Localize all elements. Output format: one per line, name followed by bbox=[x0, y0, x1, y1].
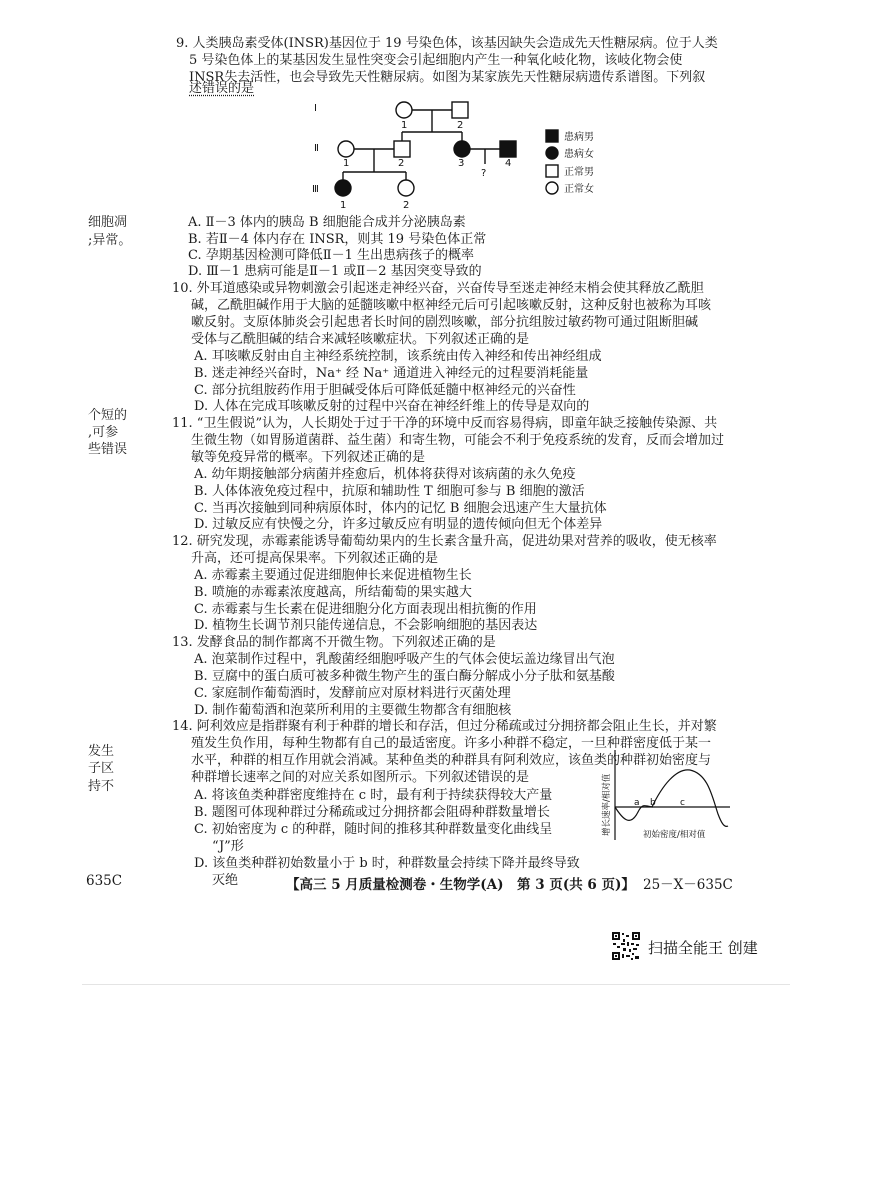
q14-line: 14. 阿利效应是指群聚有利于种群的增长和存活，但过分稀疏或过分拥挤都会阻止生长，并对繁 bbox=[172, 719, 717, 734]
point-label: b bbox=[650, 798, 656, 808]
q10-line: 嗽反射。支原体肺炎会引起患者长时间的剧烈咳嗽，部分抗组胺过敏药物可通过阻断胆碱 bbox=[191, 315, 699, 330]
q10-line: 10. 外耳道感染或异物刺激会引起迷走神经兴奋，兴奋传导至迷走神经末梢会使其释放乙酰胆 bbox=[172, 281, 704, 296]
pedigree-III2 bbox=[398, 180, 414, 196]
margin-fragment: ,可参 bbox=[88, 425, 119, 440]
footer-title: 【高三 5 月质量检测卷・生物学(A) 第 3 页(共 6 页)】 bbox=[286, 877, 635, 893]
legend-label: 正常女 bbox=[564, 184, 594, 195]
q14-line: 殖发生负作用，每种生物都有自己的最适密度。许多小种群不稳定，一旦种群密度低于某一 bbox=[191, 736, 712, 751]
page-divider bbox=[82, 984, 790, 985]
pedigree-id: 2 bbox=[457, 120, 464, 131]
q14-line: 种群增长速率之间的对应关系如图所示。下列叙述错误的是 bbox=[191, 770, 530, 785]
q14-option-a: A. 将该鱼类种群密度维持在 c 时，最有利于持续获得较大产量 bbox=[194, 788, 553, 803]
q11-option-c: C. 当再次接触到同种病原体时，体内的记忆 B 细胞会迅速产生大量抗体 bbox=[194, 501, 607, 516]
q14-option-d: D. 该鱼类种群初始数量小于 b 时，种群数量会持续下降并最终导致 bbox=[194, 856, 580, 871]
pedigree-id: 2 bbox=[398, 158, 405, 169]
pedigree-id: 1 bbox=[340, 200, 347, 211]
q12-option-a: A. 赤霉素主要通过促进细胞伸长来促进植物生长 bbox=[194, 568, 472, 583]
pedigree-id: 4 bbox=[505, 158, 512, 169]
q13-option-c: C. 家庭制作葡萄酒时，发酵前应对原材料进行灭菌处理 bbox=[194, 686, 511, 701]
point-label: c bbox=[680, 798, 685, 808]
q13-option-b: B. 豆腐中的蛋白质可被多种微生物产生的蛋白酶分解成小分子肽和氨基酸 bbox=[194, 669, 615, 684]
gen-label: Ⅱ bbox=[314, 143, 319, 154]
q14-line: 水平，种群的相互作用就会消减。某种鱼类的种群具有阿利效应，该鱼类的种群初始密度与 bbox=[191, 753, 712, 768]
q9-option-d: D. Ⅲ－1 患病可能是Ⅱ－1 或Ⅱ－2 基因突变导致的 bbox=[188, 264, 482, 279]
q9-line: 9. 人类胰岛素受体(INSR)基因位于 19 号染色体，该基因缺失会造成先天性糖尿病。位于人类 bbox=[176, 36, 718, 51]
q9-option-c: C. 孕期基因检测可降低Ⅱ－1 生出患病孩子的概率 bbox=[188, 248, 474, 263]
q9-line: 5 号染色体上的某基因发生显性突变会引起细胞内产生一种氧化岐化物，该岐化物会使 bbox=[189, 53, 683, 68]
q14-option-c-cont: “J”形 bbox=[212, 839, 244, 854]
q11-option-b: B. 人体体液免疫过程中，抗原和辅助性 T 细胞可参与 B 细胞的激活 bbox=[194, 484, 585, 499]
pedigree-unknown: ? bbox=[481, 168, 487, 179]
pedigree-chart bbox=[300, 96, 630, 214]
allee-effect-chart bbox=[598, 748, 738, 846]
legend-affected-male-icon bbox=[546, 130, 558, 142]
q10-option-b: B. 迷走神经兴奋时，Na⁺ 经 Na⁺ 通道进入神经元的过程要消耗能量 bbox=[194, 366, 589, 381]
legend-label: 患病男 bbox=[564, 132, 594, 143]
q13-option-d: D. 制作葡萄酒和泡菜所利用的主要微生物都含有细胞核 bbox=[194, 703, 512, 718]
qr-code-icon bbox=[611, 931, 641, 961]
y-axis-label: 增长速率/相对值 bbox=[602, 773, 612, 836]
margin-fragment: 细胞凋 bbox=[88, 215, 128, 230]
q11-line: 敏等免疫异常的概率。下列叙述正确的是 bbox=[191, 450, 426, 465]
q11-option-d: D. 过敏反应有快慢之分，许多过敏反应有明显的遗传倾向但无个体差异 bbox=[194, 517, 603, 532]
footer-right-code: 25－X－635C bbox=[643, 877, 733, 893]
pedigree-id: 3 bbox=[458, 158, 465, 169]
scanner-watermark: 扫描全能王 创建 bbox=[648, 939, 758, 957]
q9-option-a: A. Ⅱ－3 体内的胰岛 B 细胞能合成并分泌胰岛素 bbox=[188, 215, 466, 230]
q12-line: 升高，还可提高保果率。下列叙述正确的是 bbox=[191, 551, 439, 566]
margin-fragment: ;异常。 bbox=[88, 233, 132, 248]
q9-option-b: B. 若Ⅱ－4 体内存在 INSR，则其 19 号染色体正常 bbox=[188, 232, 487, 247]
growth-curve bbox=[615, 770, 728, 827]
q12-option-b: B. 喷施的赤霉素浓度越高，所结葡萄的果实越大 bbox=[194, 585, 472, 600]
margin-fragment: 个短的 bbox=[88, 408, 128, 423]
x-axis-label: 初始密度/相对值 bbox=[643, 830, 706, 840]
pedigree-II4 bbox=[500, 141, 516, 157]
pedigree-II2 bbox=[394, 141, 410, 157]
pedigree-II1 bbox=[338, 141, 354, 157]
q10-option-d: D. 人体在完成耳咳嗽反射的过程中兴奋在神经纤维上的传导是双向的 bbox=[194, 399, 590, 414]
q14-option-c: C. 初始密度为 c 的种群，随时间的推移其种群数量变化曲线呈 bbox=[194, 822, 553, 837]
q11-option-a: A. 幼年期接触部分病菌并痊愈后，机体将获得对该病菌的永久免疫 bbox=[194, 467, 576, 482]
legend-label: 正常男 bbox=[564, 167, 594, 178]
q10-option-c: C. 部分抗组胺药作用于胆碱受体后可降低延髓中枢神经元的兴奋性 bbox=[194, 383, 576, 398]
legend-affected-female-icon bbox=[546, 147, 558, 159]
gen-label: Ⅰ bbox=[314, 103, 317, 114]
q11-line: 生微生物（如胃肠道菌群、益生菌）和寄生物，可能会不利于免疫系统的发育，反而会增加过 bbox=[191, 433, 725, 448]
q13-line: 13. 发酵食品的制作都离不开微生物。下列叙述正确的是 bbox=[172, 635, 496, 650]
point-label: a bbox=[634, 798, 640, 808]
legend-normal-female-icon bbox=[546, 182, 558, 194]
q9-stem-tail: 述错误的是 bbox=[189, 81, 255, 96]
q13-option-a: A. 泡菜制作过程中，乳酸菌经细胞呼吸产生的气体会使坛盖边缘冒出气泡 bbox=[194, 652, 615, 667]
legend-label: 患病女 bbox=[564, 149, 594, 160]
q10-option-a: A. 耳咳嗽反射由自主神经系统控制，该系统由传入神经和传出神经组成 bbox=[194, 349, 602, 364]
q12-line: 12. 研究发现，赤霉素能诱导葡萄幼果内的生长素含量升高，促进幼果对营养的吸收，使无核率 bbox=[172, 534, 717, 549]
legend-normal-male-icon bbox=[546, 165, 558, 177]
pedigree-I2 bbox=[452, 102, 468, 118]
q14-option-b: B. 题图可体现种群过分稀疏或过分拥挤都会阻碍种群数量增长 bbox=[194, 805, 550, 820]
margin-fragment: 子区 bbox=[88, 761, 115, 776]
margin-fragment: 些错误 bbox=[88, 442, 128, 457]
q9-line bbox=[189, 80, 254, 97]
margin-fragment: 持不 bbox=[88, 779, 115, 794]
q10-line: 受体与乙酰胆碱的结合来减轻咳嗽症状。下列叙述正确的是 bbox=[191, 332, 530, 347]
footer-left-code: 635C bbox=[86, 873, 123, 889]
pedigree-I1 bbox=[396, 102, 412, 118]
pedigree-id: 2 bbox=[403, 200, 410, 211]
q12-option-c: C. 赤霉素与生长素在促进细胞分化方面表现出相抗衡的作用 bbox=[194, 602, 537, 617]
pedigree-id: 1 bbox=[343, 158, 350, 169]
q11-line: 11. “卫生假说”认为，人长期处于过于干净的环境中反而容易得病，即童年缺乏接触传染源、共 bbox=[172, 416, 718, 431]
q9-line: INSR失去活性，也会导致先天性糖尿病。如图为某家族先天性糖尿病遗传系谱图。下列叙 bbox=[189, 70, 706, 85]
q14-option-d-cont: 灭绝 bbox=[212, 873, 239, 888]
pedigree-II3 bbox=[454, 141, 470, 157]
q10-line: 碱，乙酰胆碱作用于大脑的延髓咳嗽中枢神经元后可引起咳嗽反射，这种反射也被称为耳咳 bbox=[191, 298, 712, 313]
q12-option-d: D. 植物生长调节剂只能传递信息，不会影响细胞的基因表达 bbox=[194, 618, 538, 633]
margin-fragment: 发生 bbox=[88, 744, 115, 759]
gen-label: Ⅲ bbox=[312, 184, 319, 195]
pedigree-III1 bbox=[335, 180, 351, 196]
pedigree-id: 1 bbox=[401, 120, 408, 131]
